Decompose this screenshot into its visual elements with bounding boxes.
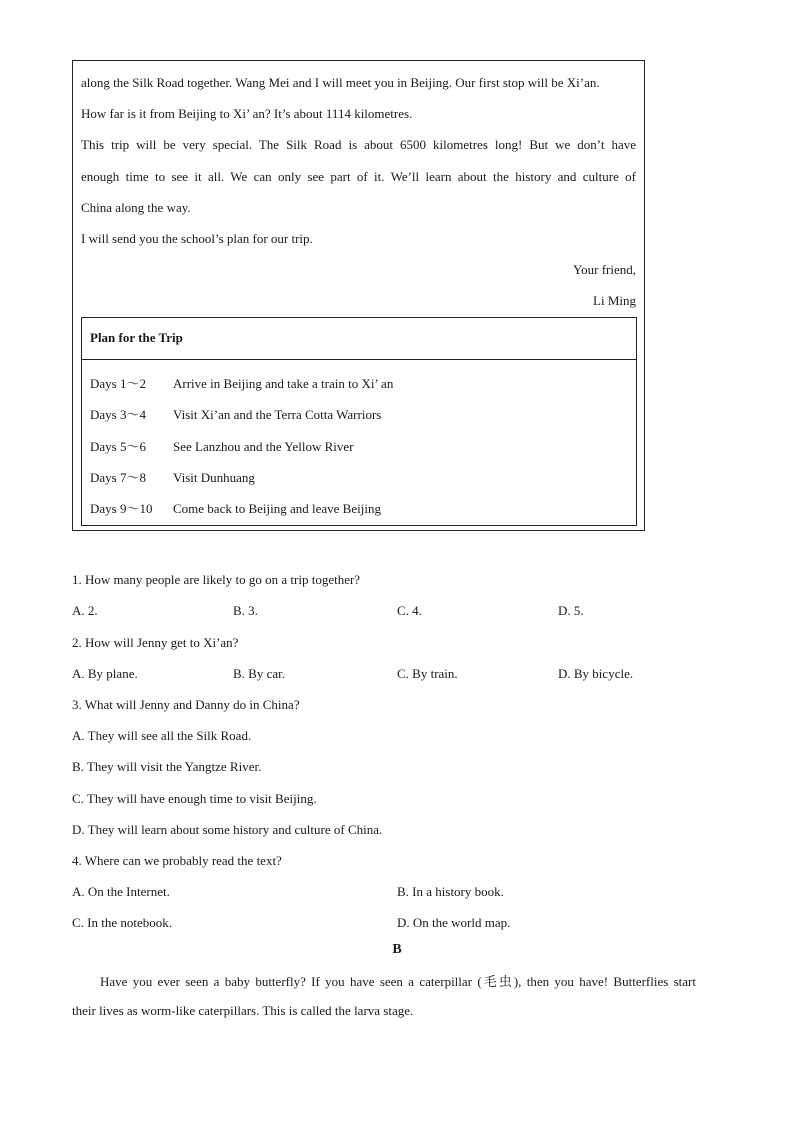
plan-row: [90, 373, 393, 392]
answer-option[interactable]: D. On the world map.: [397, 915, 511, 930]
answer-option[interactable]: D. They will learn about some history and culture of China.: [72, 822, 383, 837]
answer-option[interactable]: B. In a history book.: [397, 884, 504, 899]
passage-line: Have you ever seen a baby butterfly? If you have seen a caterpillar (毛虫), then you have! Butterflies start: [100, 974, 696, 989]
question-stem: 3. What will Jenny and Danny do in China?: [72, 697, 300, 712]
plan-days: Days 5～6: [90, 439, 146, 454]
answer-option[interactable]: D. 5.: [558, 603, 584, 618]
question-stem: 2. How will Jenny get to Xi’an?: [72, 635, 239, 650]
letter-signature: Li Ming: [593, 293, 636, 308]
answer-option[interactable]: C. In the notebook.: [72, 915, 173, 930]
trip-plan-table: [81, 317, 637, 526]
answer-option[interactable]: B. 3.: [233, 603, 258, 618]
answer-option[interactable]: A. They will see all the Silk Road.: [72, 728, 252, 743]
plan-title: Plan for the Trip: [90, 330, 183, 345]
answer-option[interactable]: D. By bicycle.: [558, 666, 634, 681]
question-stem: 4. Where can we probably read the text?: [72, 853, 282, 868]
question-stem: 1. How many people are likely to go on a trip together?: [72, 572, 361, 587]
plan-activity: Visit Dunhuang: [173, 470, 255, 485]
plan-activity: See Lanzhou and the Yellow River: [173, 439, 354, 454]
answer-option[interactable]: B. They will visit the Yangtze River.: [72, 759, 262, 774]
answer-option[interactable]: C. They will have enough time to visit Beijing.: [72, 791, 317, 806]
letter-line: I will send you the school’s plan for our trip.: [81, 231, 313, 246]
answer-option[interactable]: C. By train.: [397, 666, 458, 681]
plan-days: Days 3～4: [90, 407, 146, 422]
letter-line: enough time to see it all. We can only see part of it. We’ll learn about the history and culture of: [81, 169, 636, 184]
plan-row: [90, 498, 381, 517]
plan-days: Days 9～10: [90, 501, 153, 516]
answer-option[interactable]: C. 4.: [397, 603, 422, 618]
letter-line: along the Silk Road together. Wang Mei and I will meet you in Beijing. Our first stop will be Xi’an.: [81, 75, 600, 90]
letter-box: [72, 60, 645, 531]
letter-line: This trip will be very special. The Silk Road is about 6500 kilometres long! But we don’t have: [81, 137, 636, 152]
plan-activity: Arrive in Beijing and take a train to Xi’ an: [173, 376, 394, 391]
plan-row: [90, 404, 381, 423]
letter-line: China along the way.: [81, 200, 191, 215]
plan-days: Days 7～8: [90, 470, 146, 485]
letter-closing: Your friend,: [573, 262, 636, 277]
answer-option[interactable]: A. By plane.: [72, 666, 138, 681]
letter-line: How far is it from Beijing to Xi’ an? It’s about 1114 kilometres.: [81, 106, 413, 121]
passage-line: their lives as worm-like caterpillars. This is called the larva stage.: [72, 1003, 414, 1018]
plan-row: [90, 436, 354, 455]
answer-option[interactable]: A. 2.: [72, 603, 98, 618]
answer-option[interactable]: A. On the Internet.: [72, 884, 170, 899]
section-heading: B: [392, 942, 402, 957]
plan-days: Days 1～2: [90, 376, 146, 391]
answer-option[interactable]: B. By car.: [233, 666, 285, 681]
plan-activity: Come back to Beijing and leave Beijing: [173, 501, 381, 516]
plan-row: [90, 467, 255, 486]
plan-divider: [82, 359, 636, 360]
plan-activity: Visit Xi’an and the Terra Cotta Warriors: [173, 407, 382, 422]
